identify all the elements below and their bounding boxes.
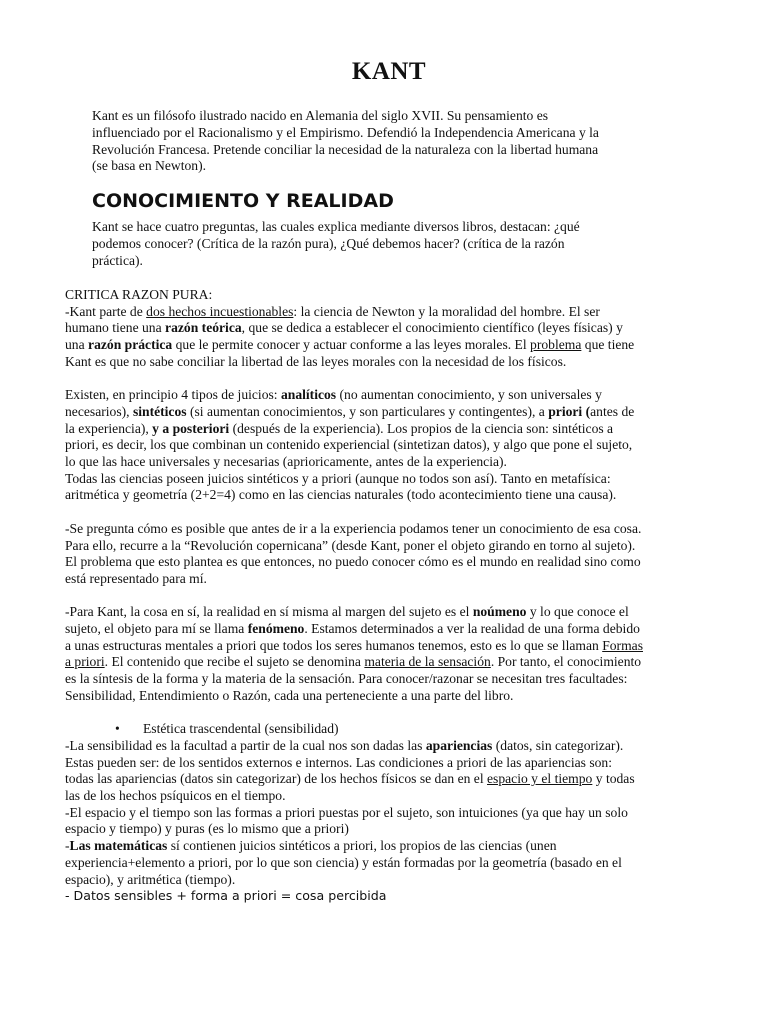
body-line — [65, 604, 725, 621]
body-line — [65, 654, 725, 671]
body-line: está representado para mí. — [65, 570, 207, 586]
underlined-text: dos hechos incuestionables — [146, 303, 294, 319]
body-line: - Datos sensibles + forma a priori = cosa percibida — [65, 888, 387, 904]
intro-paragraph — [92, 108, 692, 175]
text-span: -La sensibilidad es la facultad a partir de la cual nos son dadas las — [65, 737, 426, 753]
bold-term: fenómeno — [247, 621, 305, 637]
text-span: (datos, sin categorizar). — [492, 737, 624, 753]
paragraph-gap — [65, 705, 725, 722]
text-span: , que se dedica a establecer el conocimiento científico (leyes físicas) y — [241, 320, 623, 336]
text-span: que tiene — [581, 337, 635, 353]
bold-term: Las matemáticas — [69, 838, 168, 854]
body-line — [65, 387, 725, 404]
intro-line: Kant es un filósofo ilustrado nacido en Alemania del siglo XVII. Su pensamiento es — [92, 108, 549, 123]
text-span: . Por tanto, el conocimiento — [490, 654, 642, 670]
body-line: espacio), y aritmética (tiempo). — [65, 871, 236, 887]
bold-term: sintéticos — [132, 403, 187, 419]
text-span: a unas estructuras mentales a priori que todos los seres humanos tenemos, esto es lo que se llaman — [65, 637, 603, 653]
text-span: Existen, en principio 4 tipos de juicios: — [65, 387, 281, 403]
text-span: sujeto, el objeto para mí se llama — [65, 621, 248, 637]
body-line — [65, 320, 725, 337]
body-line: Estas pueden ser: de los sentidos externos e internos. Las condiciones a priori de las apariencias son: — [65, 754, 612, 770]
body-line — [65, 738, 725, 755]
text-span: la experiencia), — [65, 420, 153, 436]
text-span: sí contienen juicios sintéticos a priori, los propios de las ciencias (unen — [167, 838, 557, 854]
body-line: experiencia+elemento a priori, por lo que son ciencia) y están formadas por la geometría (basado en el — [65, 854, 622, 870]
text-span: (si aumentan conocimientos, y son particulares y contingentes), a — [186, 403, 549, 419]
body-line: es la síntesis de la forma y la materia de la sensación. Para conocer/razonar se necesitan tres facultades: — [65, 671, 628, 687]
text-span: . Estamos determinados a ver la realidad de una forma debido — [304, 621, 640, 637]
underlined-text: problema — [530, 337, 582, 353]
section-heading: CONOCIMIENTO Y REALIDAD — [92, 190, 394, 212]
section-intro-line: práctica). — [92, 253, 143, 268]
text-span: -Kant parte de — [65, 303, 147, 319]
intro-line: influenciado por el Racionalismo y el Empirismo. Defendió la Independencia Americana y la — [92, 124, 599, 140]
section-intro-paragraph — [92, 218, 692, 269]
document-body — [65, 287, 725, 905]
bullet-item — [65, 721, 725, 738]
underlined-text: Formas — [602, 637, 643, 653]
body-line: las de los hechos psíquicos en el tiempo. — [65, 788, 286, 804]
subheading-critica: CRITICA RAZON PURA: — [65, 287, 213, 302]
bold-term: y a posteriori — [152, 420, 230, 436]
body-line: Para ello, recurre a la “Revolución copernicana” (desde Kant, poner el objeto girando en torno al sujeto). — [65, 537, 636, 553]
body-line: lo que las hace universales y necesarias (aprioricamente, antes de la experiencia). — [65, 454, 507, 470]
body-line — [65, 404, 725, 421]
text-span: humano tiene una — [65, 320, 166, 336]
paragraph-gap — [65, 371, 725, 388]
text-span: que le permite conocer y actuar conforme a las leyes morales. El — [172, 337, 531, 353]
body-line — [65, 337, 725, 354]
bold-term: razón teórica — [165, 320, 242, 336]
body-line: Todas las ciencias poseen juicios sintéticos y a priori (aunque no todos son así). Tanto en metafísica: — [65, 470, 611, 486]
text-span: una — [65, 337, 89, 353]
body-line — [65, 304, 725, 321]
section-intro-line: Kant se hace cuatro preguntas, las cuales explica mediante diversos libros, destacan: ¿qué — [92, 219, 580, 234]
body-line: Kant es que no sabe conciliar la libertad de las leyes morales con la necesidad de los físicos. — [65, 353, 567, 369]
bold-term: analíticos — [280, 387, 337, 403]
body-line — [65, 638, 725, 655]
text-span: - — [65, 838, 70, 854]
body-line: priori, es decir, los que combinan un contenido experiencial (sintetizan datos), y algo que pone el sujeto, — [65, 437, 633, 453]
paragraph-gap — [65, 504, 725, 521]
text-span: (no aumentan conocimiento, y son universales y — [336, 387, 602, 403]
intro-line: (se basa en Newton). — [92, 158, 206, 174]
text-span: y todas — [592, 771, 635, 787]
text-span: necesarios), — [65, 403, 133, 419]
bullet-dot: • — [115, 721, 120, 737]
body-line: espacio y tiempo) y puras (es lo mismo que a priori) — [65, 821, 349, 837]
body-line — [65, 421, 725, 438]
text-span: todas las apariencias (datos sin categorizar) de los hechos físicos se dan en el — [65, 771, 488, 787]
text-span: . El contenido que recibe el sujeto se denomina — [104, 654, 365, 670]
body-line: Sensibilidad, Entendimiento o Razón, cada una perteneciente a una parte del libro. — [65, 687, 514, 703]
bold-term: priori ( — [548, 403, 591, 419]
text-span: y lo que conoce el — [526, 604, 629, 620]
intro-line: Revolución Francesa. Pretende conciliar la necesidad de la naturaleza con la libertad humana — [92, 141, 599, 157]
bullet-text: Estética trascendental (sensibilidad) — [143, 721, 339, 737]
body-line: aritmética y geometría (2+2=4) como en las ciencias naturales (todo acontecimiento tiene una causa). — [65, 487, 617, 503]
body-line — [65, 838, 725, 855]
underlined-text: a priori — [65, 654, 105, 670]
body-line: -Se pregunta cómo es posible que antes de ir a la experiencia podamos tener un conocimiento de esa cosa. — [65, 520, 642, 536]
body-line: El problema que esto plantea es que entonces, no puedo conocer cómo es el mundo en realidad sino como — [65, 554, 641, 570]
bold-term: razón práctica — [88, 337, 173, 353]
body-line — [65, 771, 725, 788]
text-span: (después de la experiencia). Los propios de la ciencia son: sintéticos a — [229, 420, 614, 436]
section-intro-line: podemos conocer? (Crítica de la razón pura), ¿Qué debemos hacer? (crítica de la razón — [92, 236, 565, 251]
paragraph-gap — [65, 588, 725, 605]
text-span: -Para Kant, la cosa en sí, la realidad en sí misma al margen del sujeto es el — [65, 604, 473, 620]
underlined-text: espacio y el tiempo — [487, 771, 593, 787]
text-span: : la ciencia de Newton y la moralidad del hombre. El ser — [293, 303, 600, 319]
underlined-text: materia de la sensación — [364, 654, 491, 670]
bold-term: noúmeno — [472, 604, 527, 620]
body-line — [65, 621, 725, 638]
text-span: antes de — [590, 403, 635, 419]
body-line: -El espacio y el tiempo son las formas a priori puestas por el sujeto, son intuiciones (ya que hay un solo — [65, 804, 628, 820]
bold-term: apariencias — [425, 737, 493, 753]
document-title: KANT — [351, 58, 427, 85]
